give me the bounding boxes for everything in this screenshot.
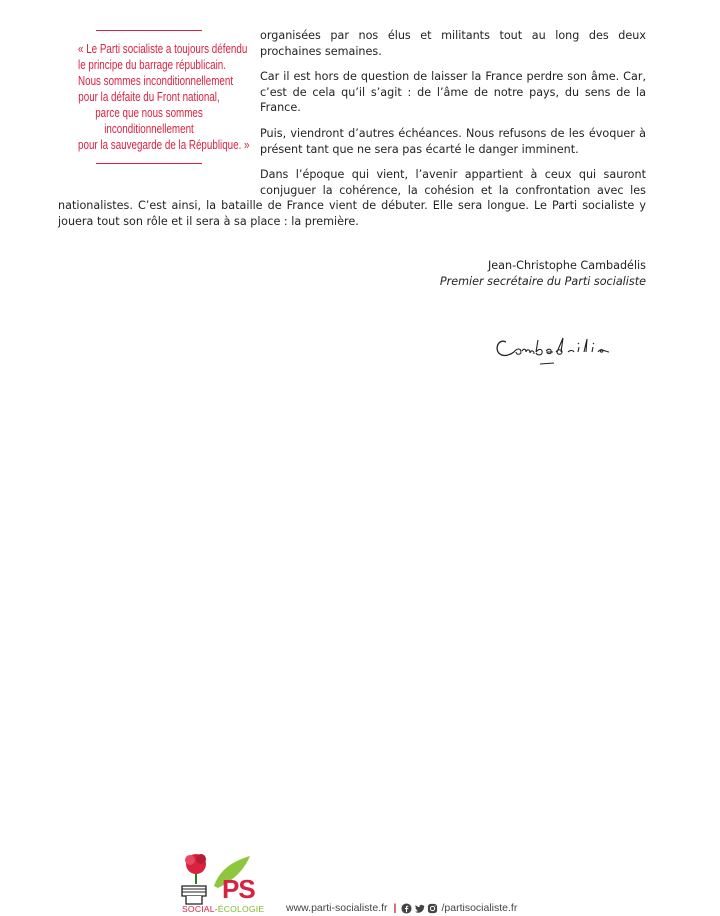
signatory-role: Premier secrétaire du Parti socialiste — [439, 275, 646, 288]
body-paragraph: Car il est hors de question de laisser la France perdre son âme. Car, c’est de cela qu’il s’agit : de l’âme de notre pays, du sens de la France. — [260, 70, 646, 115]
quote-line: pour la défaite du Front national, — [78, 90, 220, 104]
quote-line: parce que nous sommes — [95, 106, 203, 120]
footer-separator: | — [393, 902, 397, 914]
body-paragraph: organisées par nos élus et militants tout au long des deux prochaines semaines. — [260, 29, 646, 58]
twitter-icon[interactable] — [414, 903, 425, 914]
logo-ps-text: PS — [222, 874, 255, 904]
quote-line: pour la sauvegarde de la République. » — [78, 138, 250, 152]
body-paragraph: Dans l’époque qui vient, l’avenir appartient à ceux qui sauront conjuguer la cohérence, la cohésion et la confrontation avec les nationalistes. C’est ainsi, la bataille de France vient de débuter. Elle sera longue. Le Parti socialiste y jouera tout son rôle et il sera à sa place : la première. — [58, 168, 646, 228]
quote-line: inconditionnellement — [104, 122, 194, 136]
tagline-social: SOCIAL- — [182, 904, 218, 914]
ps-logo — [174, 848, 266, 916]
tagline-ecologie: ÉCOLOGIE — [217, 904, 265, 914]
facebook-icon[interactable] — [401, 903, 412, 914]
social-handle[interactable]: /partisocialiste.fr — [441, 902, 518, 914]
footer-links — [286, 902, 517, 914]
quote-line: le principe du barrage républicain. — [78, 58, 227, 72]
signature-block — [440, 258, 646, 290]
quote-spacer — [58, 28, 260, 186]
letter-body — [58, 28, 646, 240]
signatory-name: Jean-Christophe Cambadélis — [487, 259, 646, 272]
instagram-icon[interactable] — [427, 903, 438, 914]
body-paragraph: Puis, viendront d’autres échéances. Nous refusons de les évoquer à présent tant que ne sera pas écarté le danger imminent. — [260, 126, 646, 156]
footer — [0, 848, 720, 916]
website-link[interactable]: www.parti-socialiste.fr — [286, 902, 388, 914]
handwritten-signature — [492, 328, 622, 368]
quote-line: Nous sommes inconditionnellement — [78, 74, 234, 88]
social-icons — [401, 903, 438, 914]
logo-tagline — [182, 904, 264, 914]
quote-line: « Le Parti socialiste a toujours défendu — [78, 42, 248, 56]
